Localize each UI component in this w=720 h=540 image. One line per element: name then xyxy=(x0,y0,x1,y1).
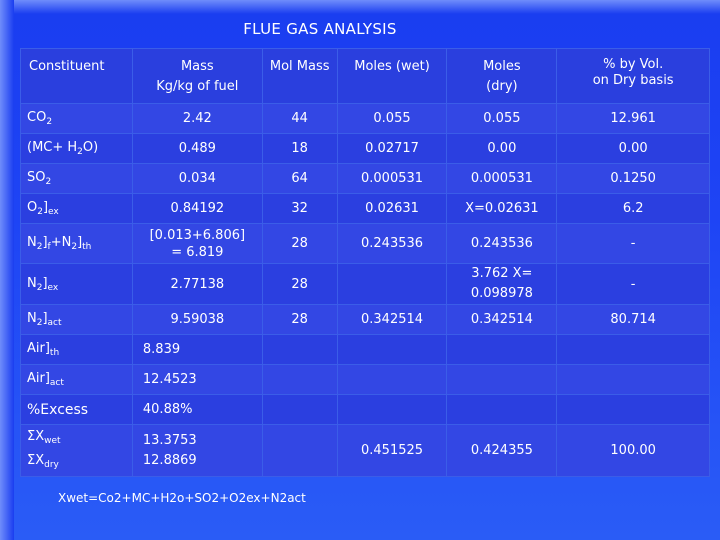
mass-cell: 0.034 xyxy=(132,164,262,194)
header-pct-line1: % by Vol. xyxy=(603,57,664,72)
constituent-cell: $Air]_{act}$ xyxy=(21,365,133,395)
header-mass-line1: Mass xyxy=(180,59,214,74)
table-row xyxy=(21,264,710,305)
pct-cell: - xyxy=(557,264,710,305)
pct-cell: 0.1250 xyxy=(557,164,710,194)
pct-cell: - xyxy=(557,224,710,264)
header-moles-wet: Moles (wet) xyxy=(337,49,447,104)
empty-cell xyxy=(262,425,337,477)
header-mass xyxy=(132,49,262,104)
table-row xyxy=(21,104,710,134)
mass-cell: 8.839 xyxy=(132,335,262,365)
header-moles-dry-line2: (dry) xyxy=(486,79,518,94)
empty-cell xyxy=(337,335,447,365)
mol-mass-cell: 28 xyxy=(262,224,337,264)
moles-dry-cell: 0.424355 xyxy=(447,425,557,477)
mol-mass-cell: 64 xyxy=(262,164,337,194)
pct-cell: 100.00 xyxy=(557,425,710,477)
constituent-cell: $N_2]_{ex}$ xyxy=(21,264,133,305)
empty-cell xyxy=(557,395,710,425)
header-mol-mass: Mol Mass xyxy=(262,49,337,104)
header-mass-line2: Kg/kg of fuel xyxy=(156,79,239,94)
moles-wet-cell: 0.02631 xyxy=(337,194,447,224)
moles-wet-cell xyxy=(337,264,447,305)
mass-cell: 2.42 xyxy=(132,104,262,134)
empty-cell xyxy=(447,365,557,395)
header-constituent: Constituent xyxy=(21,49,133,104)
empty-cell xyxy=(262,395,337,425)
constituent-cell: $Air]_{th}$ xyxy=(21,335,133,365)
moles-wet-cell: 0.02717 xyxy=(337,134,447,164)
constituent-cell: $SO_2$ xyxy=(21,164,133,194)
table-row xyxy=(21,224,710,264)
mass-cell: 12.4523 xyxy=(132,365,262,395)
mass-cell: 9.59038 xyxy=(132,305,262,335)
moles-wet-cell: 0.342514 xyxy=(337,305,447,335)
header-row xyxy=(21,49,710,104)
mass-cell: 40.88% xyxy=(132,395,262,425)
moles-wet-cell: 0.055 xyxy=(337,104,447,134)
empty-cell xyxy=(262,365,337,395)
constituent-cell: $CO_2$ xyxy=(21,104,133,134)
empty-cell xyxy=(337,395,447,425)
flue-gas-table xyxy=(20,48,710,477)
footnote-formula: Xwet=Co2+MC+H2o+SO2+O2ex+N2act xyxy=(58,491,306,505)
slide-left-edge xyxy=(0,0,14,540)
empty-cell xyxy=(262,335,337,365)
header-pct-line2: on Dry basis xyxy=(592,73,674,88)
pct-cell: 12.961 xyxy=(557,104,710,134)
header-pct-vol xyxy=(557,49,710,104)
table-row xyxy=(21,365,710,395)
empty-cell xyxy=(557,335,710,365)
constituent-cell: $O_2]_{ex}$ xyxy=(21,194,133,224)
moles-dry-cell: 0.00 xyxy=(447,134,557,164)
mass-cell: [0.013+6.806] = 6.819 xyxy=(132,224,262,264)
moles-dry-cell: X=0.02631 xyxy=(447,194,557,224)
pct-cell: 6.2 xyxy=(557,194,710,224)
empty-cell xyxy=(557,365,710,395)
mol-mass-cell: 32 xyxy=(262,194,337,224)
mol-mass-cell: 18 xyxy=(262,134,337,164)
moles-wet-cell: 0.451525 xyxy=(337,425,447,477)
empty-cell xyxy=(337,365,447,395)
moles-wet-cell: 0.000531 xyxy=(337,164,447,194)
mass-cell: 2.77138 xyxy=(132,264,262,305)
pct-cell: 80.714 xyxy=(557,305,710,335)
empty-cell xyxy=(447,335,557,365)
moles-dry-cell: 0.243536 xyxy=(447,224,557,264)
table-row xyxy=(21,164,710,194)
constituent-cell: $(MC+ H_2O)$ xyxy=(21,134,133,164)
mol-mass-cell: 28 xyxy=(262,305,337,335)
slide-top-edge xyxy=(0,0,720,14)
moles-dry-cell: 3.762 X= 0.098978 xyxy=(447,264,557,305)
table-row xyxy=(21,194,710,224)
table-row xyxy=(21,425,710,477)
moles-wet-cell: 0.243536 xyxy=(337,224,447,264)
header-moles-dry xyxy=(447,49,557,104)
moles-dry-cell: 0.342514 xyxy=(447,305,557,335)
table-row xyxy=(21,395,710,425)
constituent-cell: $\Sigma X_{wet}$ $\Sigma X_{dry}$ xyxy=(21,425,133,477)
empty-cell xyxy=(447,395,557,425)
constituent-cell: $N_2]_f+N_2]_{th}$ xyxy=(21,224,133,264)
mass-cell: 0.489 xyxy=(132,134,262,164)
mass-cell: 0.84192 xyxy=(132,194,262,224)
header-moles-dry-line1: Moles xyxy=(483,59,521,74)
table-row xyxy=(21,335,710,365)
pct-cell: 0.00 xyxy=(557,134,710,164)
mass-cell: 13.3753 12.8869 xyxy=(132,425,262,477)
constituent-cell: %Excess xyxy=(21,395,133,425)
mol-mass-cell: 44 xyxy=(262,104,337,134)
table-row xyxy=(21,134,710,164)
moles-dry-cell: 0.000531 xyxy=(447,164,557,194)
table-row xyxy=(21,305,710,335)
constituent-cell: $N_2]_{act}$ xyxy=(21,305,133,335)
mol-mass-cell: 28 xyxy=(262,264,337,305)
page-title: FLUE GAS ANALYSIS xyxy=(243,20,397,38)
moles-dry-cell: 0.055 xyxy=(447,104,557,134)
